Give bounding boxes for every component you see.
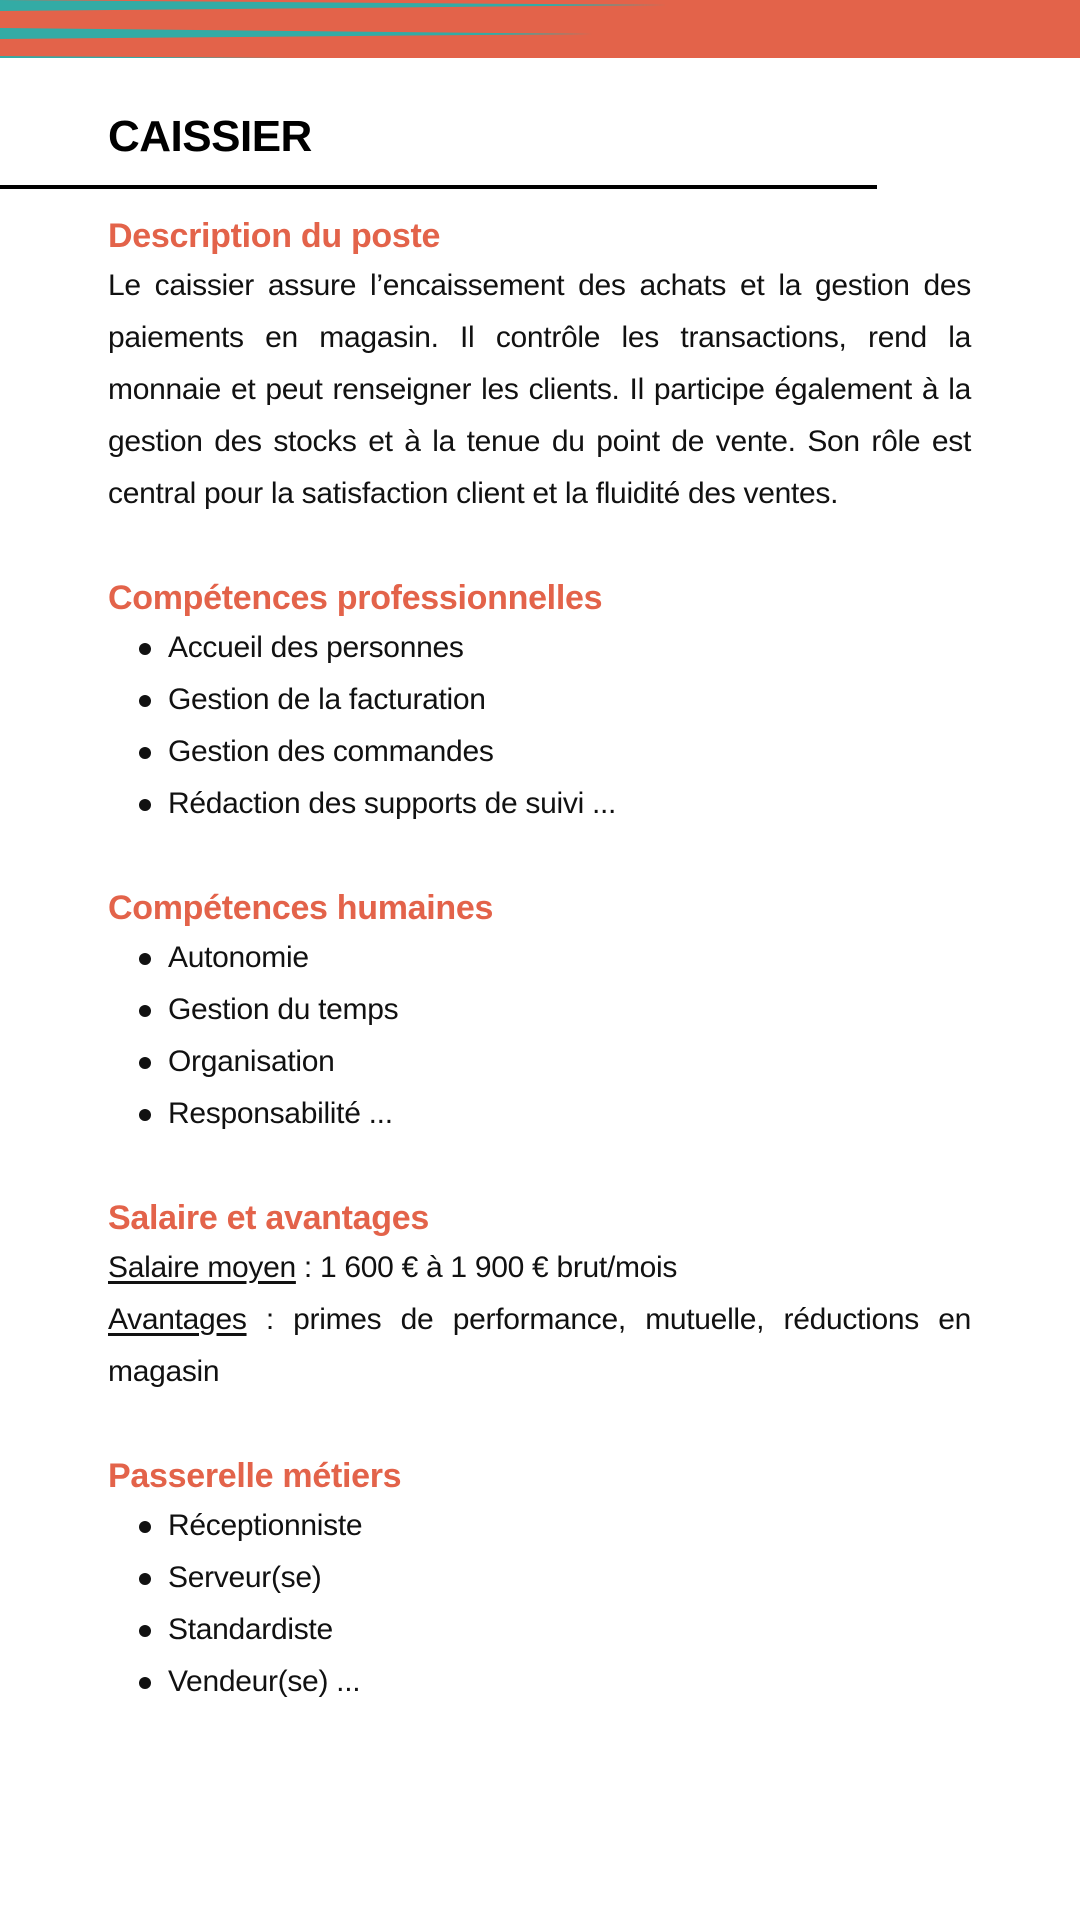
competences-humaines-list (108, 932, 971, 1140)
competences-pro-list (108, 622, 971, 830)
section-passerelle (108, 1452, 971, 1708)
list-item: Serveur(se) (108, 1552, 971, 1604)
list-item: Gestion des commandes (108, 726, 971, 778)
bullet-icon (139, 1109, 151, 1121)
page-title: CAISSIER (108, 112, 312, 161)
list-item: Accueil des personnes (108, 622, 971, 674)
bullet-icon (139, 1005, 151, 1017)
section-salaire (108, 1194, 971, 1398)
list-item: Réceptionniste (108, 1500, 971, 1552)
bullet-icon (139, 747, 151, 759)
list-item: Organisation (108, 1036, 971, 1088)
section-heading: Compétences professionnelles (108, 579, 603, 617)
section-heading: Passerelle métiers (108, 1457, 402, 1495)
list-item: Gestion de la facturation (108, 674, 971, 726)
list-item: Gestion du temps (108, 984, 971, 1036)
list-item: Responsabilité ... (108, 1088, 971, 1140)
list-item: Autonomie (108, 932, 971, 984)
salary-value: : 1 600 € à 1 900 € brut/mois (295, 1251, 678, 1284)
benefits-line (108, 1294, 971, 1398)
list-item: Standardiste (108, 1604, 971, 1656)
bullet-icon (139, 1677, 151, 1689)
benefits-label: Avantages (108, 1303, 247, 1336)
section-description (108, 212, 971, 520)
header-banner (0, 0, 1080, 58)
bullet-icon (139, 643, 151, 655)
document-body (108, 212, 971, 1762)
section-heading: Salaire et avantages (108, 1199, 429, 1237)
section-heading: Description du poste (108, 217, 441, 255)
bullet-icon (139, 695, 151, 707)
list-item: Rédaction des supports de suivi ... (108, 778, 971, 830)
bullet-icon (139, 1625, 151, 1637)
bullet-icon (139, 799, 151, 811)
description-text: Le caissier assure l’encaissement des achats et la gestion des paiements en magasin. Il contrôle les transactions, rend la monnaie et peut renseigner les clients. Il participe également à la gestion des stocks et à la tenue du point de vente. Son rôle est central pour la satisfaction client et la fluidité des ventes. (108, 269, 971, 510)
bullet-icon (139, 1521, 151, 1533)
section-heading: Compétences humaines (108, 889, 494, 927)
salary-line (108, 1242, 971, 1294)
passerelle-list (108, 1500, 971, 1708)
title-divider (0, 185, 877, 189)
salary-label: Salaire moyen (108, 1251, 296, 1284)
section-competences-pro (108, 574, 971, 830)
benefits-value: : primes de performance, mutuelle, réductions en magasin (108, 1303, 971, 1388)
list-item: Vendeur(se) ... (108, 1656, 971, 1708)
bullet-icon (139, 1057, 151, 1069)
bullet-icon (139, 1573, 151, 1585)
section-competences-humaines (108, 884, 971, 1140)
bullet-icon (139, 953, 151, 965)
